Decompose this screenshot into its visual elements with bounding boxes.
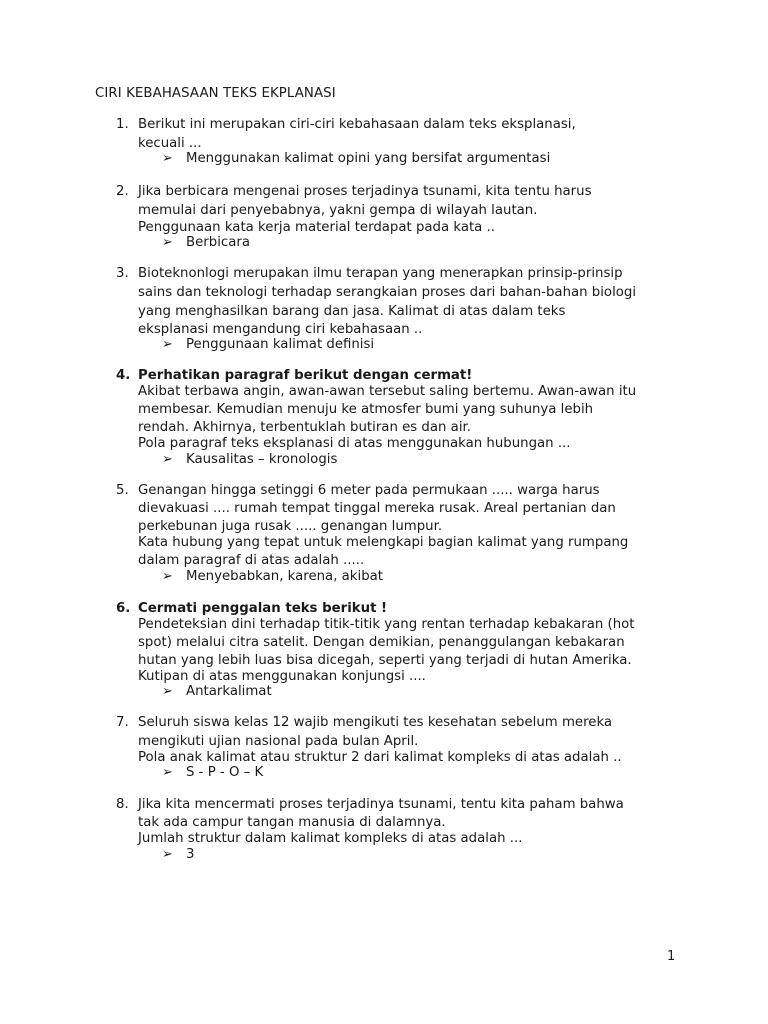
answer-text: Berbicara [186,235,250,250]
arrow-bullet-icon: ➢ [162,847,173,862]
question-text-line: perkebunan juga rusak ..... genangan lumpur. [138,519,443,534]
question-heading: Perhatikan paragraf berikut dengan cermat! [138,368,473,383]
question-number: 1. [116,117,129,132]
answer-text: Penggunaan kalimat definisi [186,337,375,352]
question-text-line: Pola anak kalimat atau struktur 2 dari kalimat kompleks di atas adalah .. [138,750,622,765]
question-heading: Cermati penggalan teks berikut ! [138,601,388,616]
question-text-line: yang menghasilkan barang dan jasa. Kalimat di atas dalam teks [138,304,566,319]
answer-item [162,337,374,352]
question-text-line: membesar. Kemudian menuju ke atmosfer bumi yang suhunya lebih [138,402,594,417]
answer-item [162,765,263,780]
question-number: 2. [116,184,129,199]
question-text-line: mengikuti ujian nasional pada bulan April. [138,734,419,749]
answer-item [162,452,337,467]
answer-text: 3 [186,847,195,862]
question-number: 6. [116,601,131,616]
answer-item [162,569,383,584]
question-text-line: dievakuasi .... rumah tempat tinggal mereka rusak. Areal pertanian dan [138,501,616,516]
answer-text: Menggunakan kalimat opini yang bersifat argumentasi [186,151,551,166]
question-text-line: dalam paragraf di atas adalah ..... [138,553,365,568]
question-number: 3. [116,266,129,281]
answer-text: Menyebabkan, karena, akibat [186,569,383,584]
question-number: 8. [116,797,129,812]
question-text-line: Kutipan di atas menggunakan konjungsi .... [138,669,426,684]
question-text-line: Jika kita mencermati proses terjadinya tsunami, tentu kita paham bahwa [138,797,624,812]
question-text-line: Genangan hingga setinggi 6 meter pada permukaan ..... warga harus [138,483,600,498]
answer-item [162,151,550,166]
question-number: 4. [116,368,131,383]
arrow-bullet-icon: ➢ [162,684,173,699]
question-text-line: hutan yang lebih luas bisa dicegah, seperti yang terjadi di hutan Amerika. [138,653,632,668]
question-text-line: Seluruh siswa kelas 12 wajib mengikuti tes kesehatan sebelum mereka [138,715,613,730]
arrow-bullet-icon: ➢ [162,235,173,250]
answer-item [162,684,272,699]
question-text-line: Bioteknonlogi merupakan ilmu terapan yang menerapkan prinsip-prinsip [138,266,623,281]
answer-text: S - P - O – K [186,765,264,780]
question-text-line: Akibat terbawa angin, awan-awan tersebut saling bertemu. Awan-awan itu [138,384,637,399]
question-text-line: kecuali ... [138,136,202,151]
answer-item [162,235,250,250]
arrow-bullet-icon: ➢ [162,765,173,780]
answer-item [162,847,194,862]
arrow-bullet-icon: ➢ [162,452,173,467]
answer-text: Kausalitas – kronologis [186,452,338,467]
question-text-line: Pendeteksian dini terhadap titik-titik yang rentan terhadap kebakaran (hot [138,617,635,632]
question-text-line: Jika berbicara mengenai proses terjadinya tsunami, kita tentu harus [138,184,592,199]
arrow-bullet-icon: ➢ [162,151,173,166]
question-text-line: memulai dari penyebabnya, yakni gempa di wilayah lautan. [138,203,538,218]
question-text-line: Kata hubung yang tepat untuk melengkapi bagian kalimat yang rumpang [138,535,629,550]
question-number: 7. [116,715,129,730]
page-number: 1 [667,949,676,964]
question-text-line: sains dan teknologi terhadap serangkaian proses dari bahan-bahan biologi [138,285,637,300]
question-text-line: eksplanasi mengandung ciri kebahasaan .. [138,322,423,337]
answer-text: Antarkalimat [186,684,272,699]
question-text-line: Jumlah struktur dalam kalimat kompleks di atas adalah ... [138,831,523,846]
question-text-line: Berikut ini merupakan ciri-ciri kebahasaan dalam teks eksplanasi, [138,117,576,132]
question-text-line: Penggunaan kata kerja material terdapat pada kata .. [138,220,496,235]
question-text-line: spot) melalui citra satelit. Dengan demikian, penanggulangan kebakaran [138,635,625,650]
question-text-line: rendah. Akhirnya, terbentuklah butiran es dan air. [138,420,471,435]
question-number: 5. [116,483,129,498]
question-text-line: Pola paragraf teks eksplanasi di atas menggunakan hubungan ... [138,436,571,451]
arrow-bullet-icon: ➢ [162,569,173,584]
document-title: CIRI KEBAHASAAN TEKS EKPLANASI [95,86,336,101]
arrow-bullet-icon: ➢ [162,337,173,352]
question-text-line: tak ada campur tangan manusia di dalamnya. [138,815,446,830]
